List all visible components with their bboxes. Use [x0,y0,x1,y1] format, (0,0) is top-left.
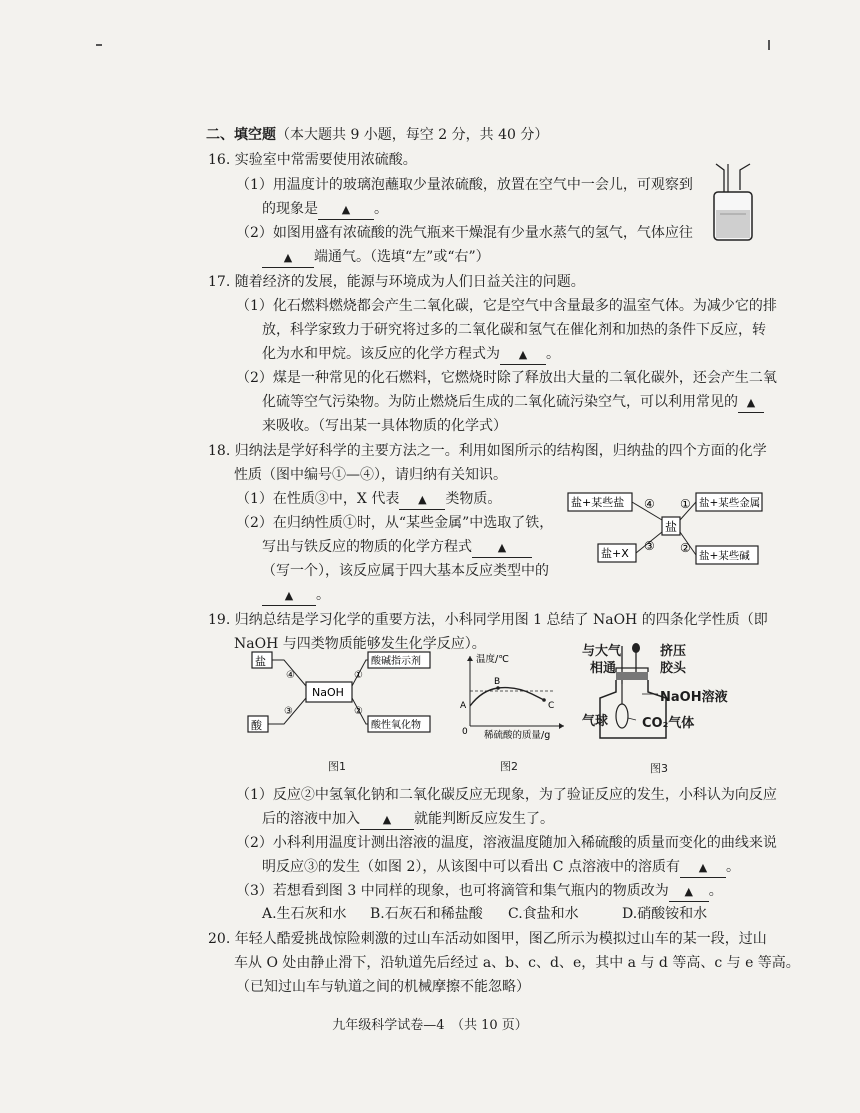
x-axis-label: 稀硫酸的质量/g [484,730,551,740]
q19-p1-b: 后的溶液中加入 ▲ 就能判断反应发生了。 [262,810,554,830]
q17-p1-b: 放，科学家致力于研究将过多的二氧化碳和氢气在催化剂和加热的条件下反应，转 [262,322,766,338]
q17-p1-c: 化为水和甲烷。该反应的化学方程式为 ▲ 。 [262,345,560,365]
q17-p2-c: 来吸收。（写出某一具体物质的化学式） [262,418,507,434]
point-c-label: C [548,701,555,711]
diagram-node-salt: 盐 [665,520,678,534]
origin-label: 0 [462,727,468,737]
section-note: （本大题共 9 小题，每空 2 分，共 40 分） [276,127,549,143]
answer-blank[interactable]: ▲ [472,539,532,558]
q18-stem-a: 18. 归纳法是学好科学的主要方法之一。利用如图所示的结构图，归纳盐的四个方面的化学 [208,443,767,459]
q18-p1: （1）在性质③中，X 代表 ▲ 类物质。 [236,490,501,510]
node-naoh: NaOH [312,686,344,699]
q19-option-d[interactable]: D.硝酸铵和水 [622,906,708,922]
node-acid: 酸 [251,719,262,732]
label-1: ① [354,670,363,681]
q19-option-a[interactable]: A.生石灰和水 [262,906,347,922]
q19-stem-a: 19. 归纳总结是学习化学的重要方法，小科同学用图 1 总结了 NaOH 的四条化学性质（即 [208,612,768,628]
q18-stem-b: 性质（图中编号①—④），请归纳有关知识。 [234,467,507,483]
q16-p2-b: ▲ 端通气。（选填“左”或“右”） [262,248,490,268]
answer-blank[interactable]: ▲ [500,346,546,365]
label-4: ④ [644,497,655,511]
q19-p2-b: 明反应③的发生（如图 2），从该图中可以看出 C 点溶液中的溶质有 ▲ 。 [262,858,740,878]
label-connected: 相通 [590,661,617,676]
q20-line-3: （已知过山车与轨道之间的机械摩擦不能忽略） [236,979,530,995]
node-salt: 盐 [255,655,266,668]
diagram-node-salt-salts: 盐+某些盐 [571,496,625,509]
label-balloon: 气球 [582,714,609,729]
q16-p1-a: （1）用温度计的玻璃泡蘸取少量浓硫酸，放置在空气中一会儿，可观察到 [236,177,693,193]
figure-1-caption: 图1 [328,760,346,773]
q19-p1-a: （1）反应②中氢氧化钠和二氧化碳反应无现象，为了验证反应的发生，小科认为向反应 [236,787,777,803]
label-1: ① [680,497,691,511]
section-title: 二、填空题 [206,127,276,143]
answer-blank[interactable]: ▲ [262,587,316,606]
diagram-node-salt-bases: 盐+某些碱 [699,550,750,562]
q20-line-2: 车从 O 处由静止滑下，沿轨道先后经过 a、b、c、d、e，其中 a 与 d 等高、c 与 e 等高。 [234,955,800,971]
label-rubber-bulb: 胶头 [660,661,687,676]
gas-washing-bottle-figure [706,160,760,248]
node-indicator: 酸碱指示剂 [371,656,421,667]
label-3: ③ [284,706,293,717]
q19-p2-a: （2）小科利用温度计测出溶液的温度，溶液温度随加入稀硫酸的质量而变化的曲线来说 [236,835,777,851]
temperature-curve-figure [452,648,570,740]
scan-edge-mark [768,40,770,50]
naoh-properties-diagram [240,648,440,742]
q19-stem-b: NaOH 与四类物质能够发生化学反应）。 [234,636,486,652]
node-acidic-oxide: 酸性氧化物 [371,720,421,731]
label-3: ③ [644,539,655,553]
q18-p2-d: ▲ 。 [262,586,330,606]
figure-3-caption: 图3 [650,762,668,775]
answer-blank[interactable]: ▲ [318,201,374,220]
q16-p1-b: 的现象是 ▲ 。 [262,200,388,220]
q18-p2-b: 写出与铁反应的物质的化学方程式 ▲ [262,538,532,558]
answer-blank[interactable]: ▲ [399,491,445,510]
page-footer: 九年级科学试卷—4 （共 10 页） [332,1018,528,1033]
answer-blank[interactable]: ▲ [738,394,764,413]
scan-edge-mark [96,44,102,46]
q20-line-1: 20. 年轻人酷爱挑战惊险刺激的过山车活动如图甲，图乙所示为模拟过山车的某一段，过山 [208,931,767,947]
diagram-node-salt-x: 盐+X [601,547,629,560]
label-squeeze: 挤压 [660,644,687,659]
answer-blank[interactable]: ▲ [262,249,314,268]
label-4: ④ [286,670,295,681]
section-heading [206,126,548,144]
q18-p2-a: （2）在归纳性质①时，从“某些金属”中选取了铁， [236,515,554,531]
q17-stem: 17. 随着经济的发展，能源与环境成为人们日益关注的问题。 [208,274,585,290]
label-co2-gas: CO₂气体 [642,716,695,731]
point-b-label: B [494,677,501,687]
label-to-atmosphere: 与大气 [582,644,622,659]
q17-p2-a: （2）煤是一种常见的化石燃料，它燃烧时除了释放出大量的二氧化碳外，还会产生二氧 [236,370,777,386]
label-naoh-solution: NaOH溶液 [660,690,728,705]
q16-stem: 16. 实验室中常需要使用浓硫酸。 [208,152,417,168]
q17-p2-b: 化硫等空气污染物。为防止燃烧后生成的二氧化硫污染空气，可以利用常见的 ▲ [262,393,764,413]
figure-2-caption: 图2 [500,760,518,773]
label-2: ② [354,706,363,717]
y-axis-label: 温度/℃ [476,654,509,665]
diagram-node-salt-metals: 盐+某些金属 [699,497,761,509]
q16-p2-a: （2）如图用盛有浓硫酸的洗气瓶来干燥混有少量水蒸气的氢气，气体应往 [236,225,693,241]
q17-p1-a: （1）化石燃料燃烧都会产生二氧化碳，它是空气中含量最多的温室气体。为减少它的排 [236,298,777,314]
answer-blank[interactable]: ▲ [680,859,726,878]
answer-blank[interactable]: ▲ [360,811,414,830]
answer-blank[interactable]: ▲ [669,883,709,902]
salt-properties-diagram [566,488,766,570]
label-2: ② [680,541,691,555]
q19-p3: （3）若想看到图 3 中同样的现象，也可将滴管和集气瓶内的物质改为 ▲ 。 [236,882,723,902]
q18-p2-c: （写一个），该反应属于四大基本反应类型中的 [262,563,549,579]
point-a-label: A [460,701,467,711]
q19-option-b[interactable]: B.石灰石和稀盐酸 [370,906,483,922]
q19-option-c[interactable]: C.食盐和水 [508,906,579,922]
